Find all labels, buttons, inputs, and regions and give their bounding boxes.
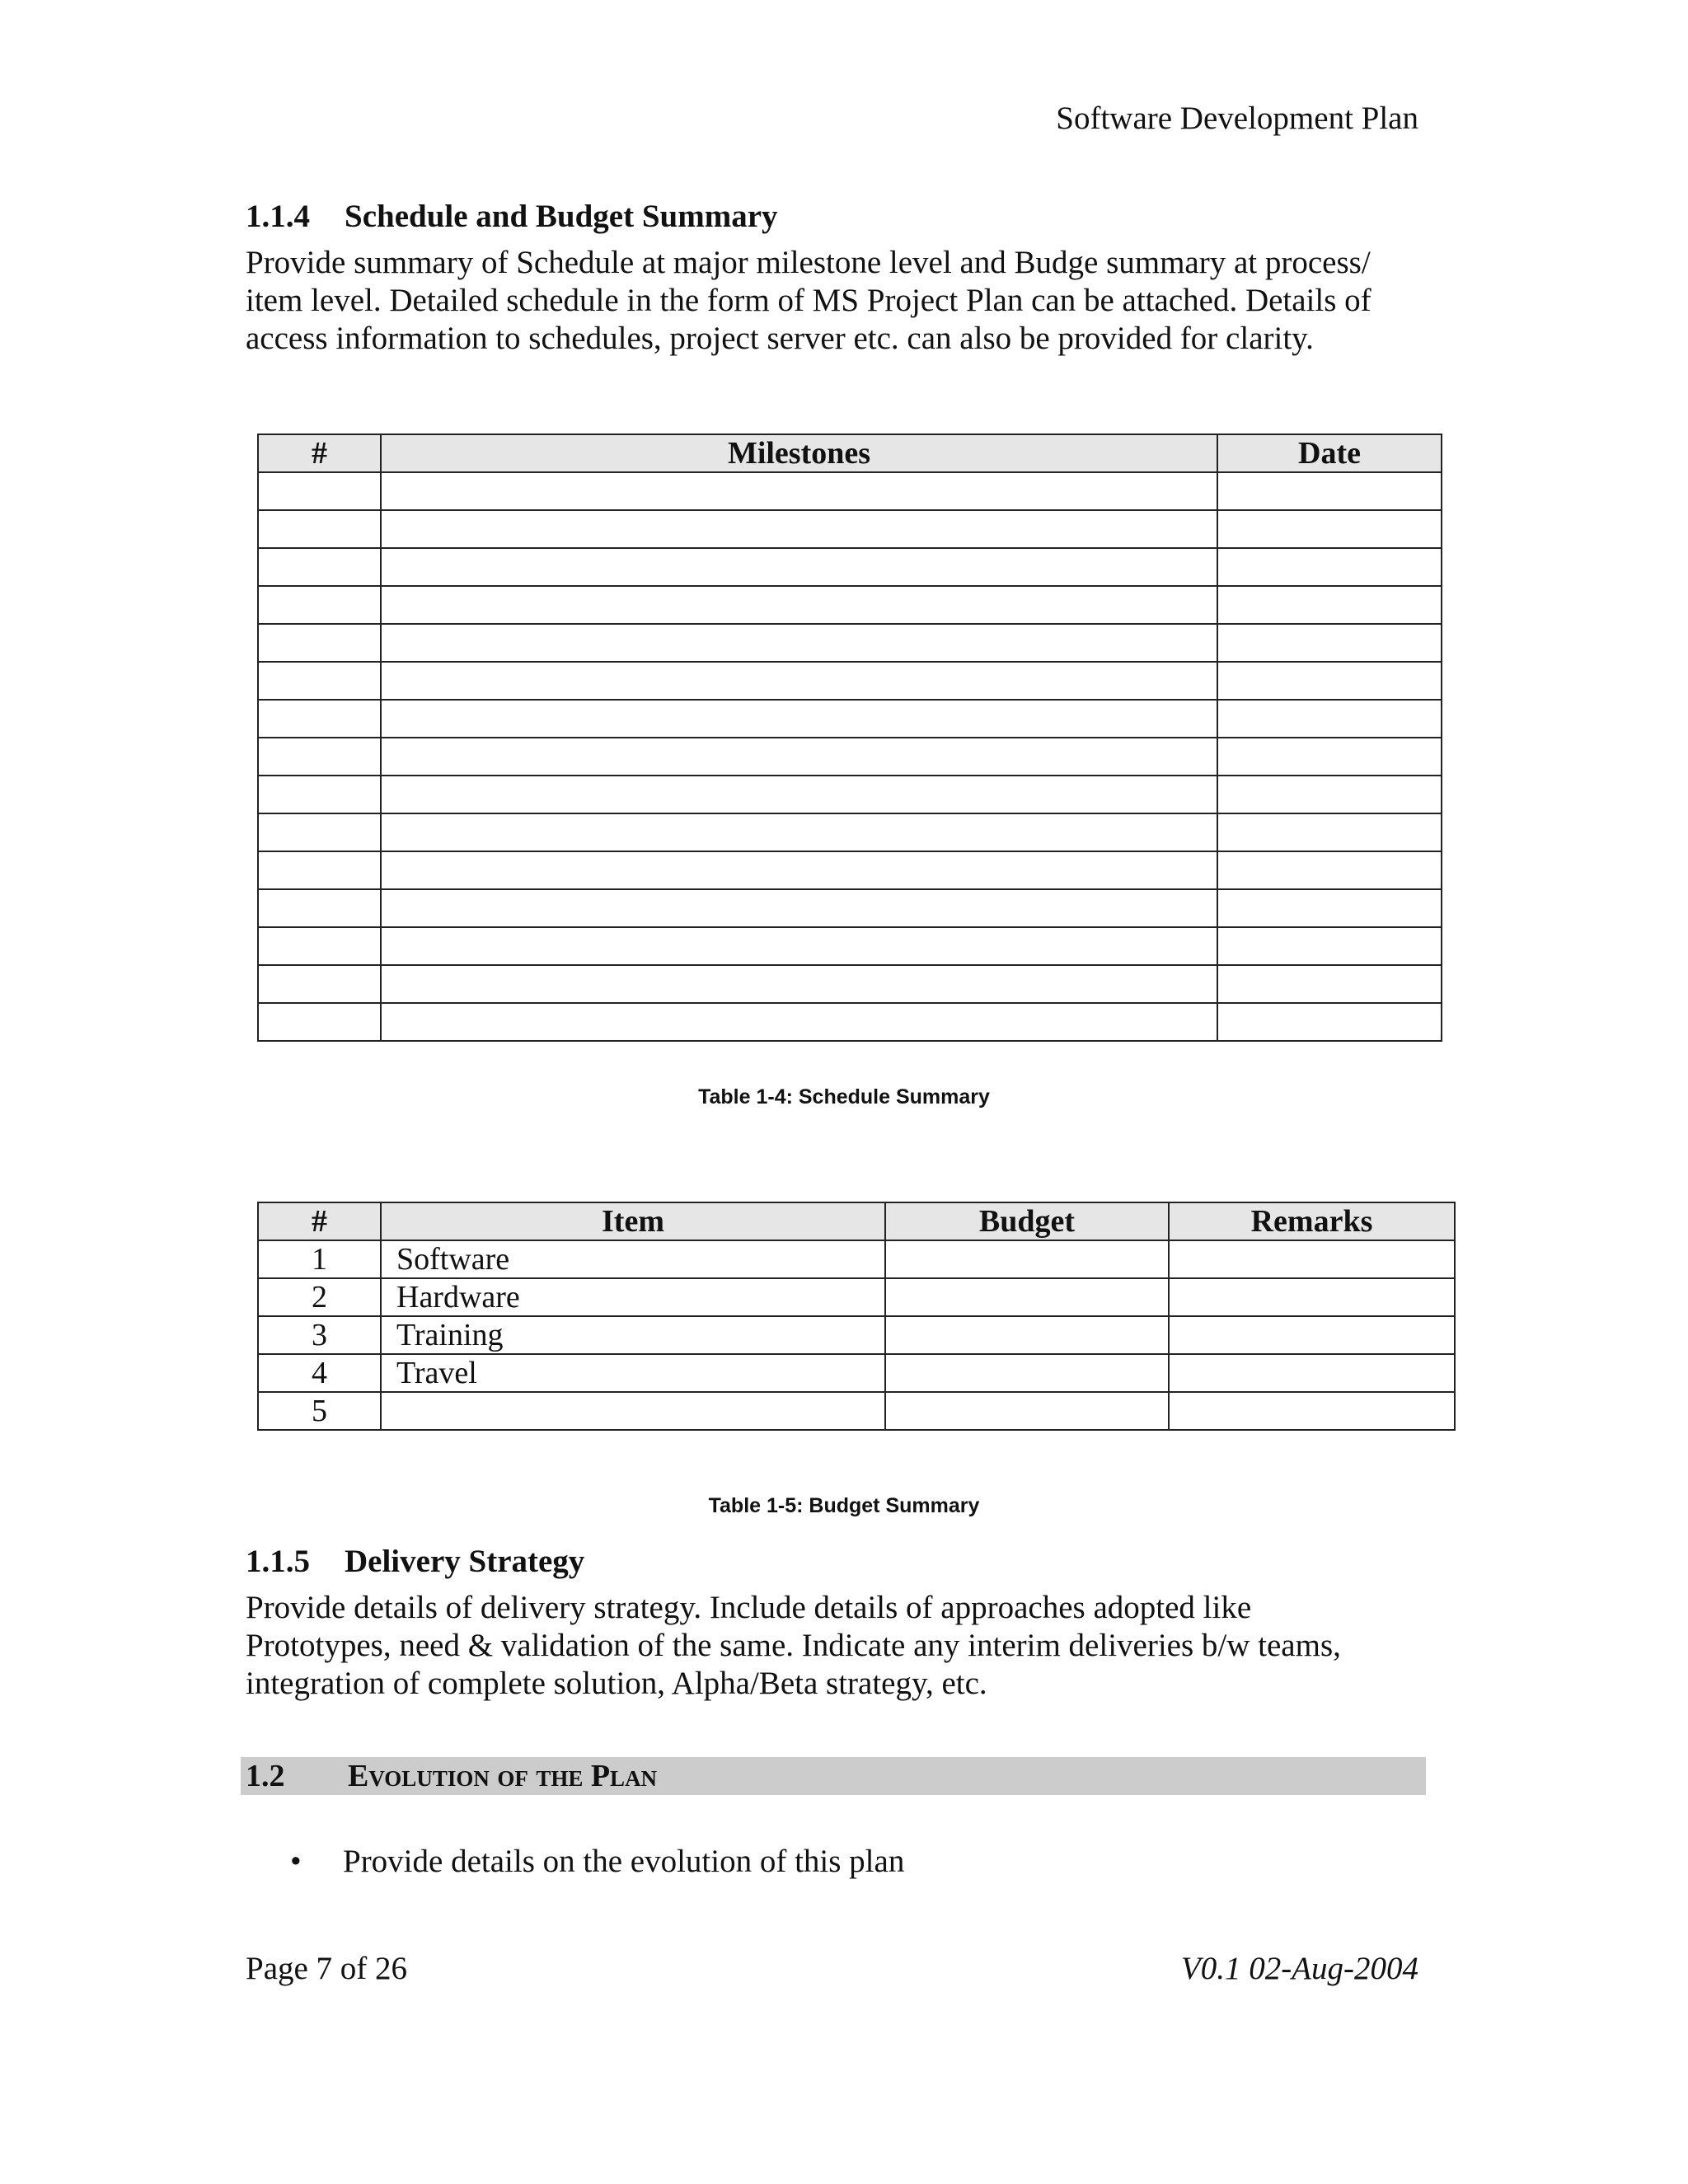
row-date xyxy=(1217,472,1442,510)
row-number: 2 xyxy=(258,1278,381,1316)
row-milestone xyxy=(381,624,1217,662)
row-date xyxy=(1217,586,1442,624)
row-number xyxy=(258,662,381,700)
row-number xyxy=(258,586,381,624)
section-number: 1.1.4 xyxy=(246,199,310,234)
list-item xyxy=(290,1841,904,1882)
paragraph-line: access information to schedules, project server etc. can also be provided for clarity. xyxy=(246,321,1314,356)
table-row xyxy=(258,510,1442,548)
row-remarks xyxy=(1169,1278,1455,1316)
row-number xyxy=(258,813,381,851)
row-item: Training xyxy=(381,1316,885,1354)
section-title: Schedule and Budget Summary xyxy=(345,199,778,234)
row-date xyxy=(1217,965,1442,1003)
row-budget xyxy=(885,1354,1169,1392)
row-number xyxy=(258,965,381,1003)
paragraph-line: integration of complete solution, Alpha/Beta strategy, etc. xyxy=(246,1666,987,1701)
row-remarks xyxy=(1169,1240,1455,1278)
row-milestone xyxy=(381,889,1217,927)
paragraph-line: Provide details of delivery strategy. Include details of approaches adopted like xyxy=(246,1590,1252,1625)
page-number: Page 7 of 26 xyxy=(246,1951,408,1986)
row-item: Software xyxy=(381,1240,885,1278)
row-date xyxy=(1217,813,1442,851)
table-header-row xyxy=(258,1202,1455,1240)
section-number: 1.1.5 xyxy=(246,1544,310,1579)
row-number xyxy=(258,624,381,662)
table-row xyxy=(258,889,1442,927)
page-header-title: Software Development Plan xyxy=(1056,101,1418,136)
table-row xyxy=(258,624,1442,662)
schedule-table-caption: Table 1-4: Schedule Summary xyxy=(698,1085,990,1108)
section-title: Evolution of the Plan xyxy=(348,1759,658,1793)
row-milestone xyxy=(381,472,1217,510)
bullet-icon: • xyxy=(290,1844,302,1879)
bullet-text: Provide details on the evolution of this plan xyxy=(343,1844,905,1879)
row-milestone xyxy=(381,965,1217,1003)
paragraph-line: Provide summary of Schedule at major milestone level and Budge summary at process/ xyxy=(246,245,1371,280)
row-number xyxy=(258,851,381,889)
table-row xyxy=(258,776,1442,813)
row-milestone xyxy=(381,586,1217,624)
row-milestone xyxy=(381,776,1217,813)
row-milestone xyxy=(381,1003,1217,1041)
row-number xyxy=(258,472,381,510)
row-milestone xyxy=(381,851,1217,889)
row-number xyxy=(258,776,381,813)
table-row xyxy=(258,548,1442,586)
row-item xyxy=(381,1392,885,1430)
budget-table-caption: Table 1-5: Budget Summary xyxy=(708,1494,980,1517)
row-date xyxy=(1217,738,1442,776)
row-number xyxy=(258,927,381,965)
table-row xyxy=(258,586,1442,624)
table-row xyxy=(258,927,1442,965)
column-header-remarks: Remarks xyxy=(1169,1202,1455,1240)
column-header-number: # xyxy=(258,434,381,472)
row-milestone xyxy=(381,548,1217,586)
table-row xyxy=(258,738,1442,776)
row-number xyxy=(258,1003,381,1041)
document-version: V0.1 02-Aug-2004 xyxy=(1180,1951,1418,1986)
table-header-row xyxy=(258,434,1442,472)
table-row xyxy=(258,1354,1455,1392)
row-number: 4 xyxy=(258,1354,381,1392)
column-header-item: Item xyxy=(381,1202,885,1240)
row-number xyxy=(258,510,381,548)
schedule-budget-paragraph xyxy=(246,244,1432,358)
table-row xyxy=(258,662,1442,700)
budget-summary-table xyxy=(257,1202,1456,1431)
row-milestone xyxy=(381,813,1217,851)
section-heading-schedule-budget xyxy=(246,196,778,237)
row-number: 5 xyxy=(258,1392,381,1430)
row-milestone xyxy=(381,738,1217,776)
row-number xyxy=(258,548,381,586)
section-heading-evolution-band xyxy=(241,1757,1426,1795)
column-header-number: # xyxy=(258,1202,381,1240)
row-budget xyxy=(885,1278,1169,1316)
row-budget xyxy=(885,1316,1169,1354)
table-row xyxy=(258,965,1442,1003)
column-header-date: Date xyxy=(1217,434,1442,472)
row-number xyxy=(258,700,381,738)
row-budget xyxy=(885,1392,1169,1430)
row-date xyxy=(1217,1003,1442,1041)
table-row xyxy=(258,1278,1455,1316)
section-number: 1.2 xyxy=(246,1759,285,1793)
row-number xyxy=(258,889,381,927)
row-number: 1 xyxy=(258,1240,381,1278)
delivery-strategy-paragraph xyxy=(246,1589,1432,1703)
row-remarks xyxy=(1169,1354,1455,1392)
table-row xyxy=(258,1003,1442,1041)
row-date xyxy=(1217,700,1442,738)
table-row xyxy=(258,472,1442,510)
column-header-milestones: Milestones xyxy=(381,434,1217,472)
section-title: Delivery Strategy xyxy=(345,1544,585,1579)
table-row xyxy=(258,1240,1455,1278)
row-remarks xyxy=(1169,1392,1455,1430)
row-date xyxy=(1217,851,1442,889)
row-milestone xyxy=(381,662,1217,700)
row-number: 3 xyxy=(258,1316,381,1354)
row-milestone xyxy=(381,700,1217,738)
table-row xyxy=(258,851,1442,889)
row-date xyxy=(1217,548,1442,586)
row-item: Hardware xyxy=(381,1278,885,1316)
row-remarks xyxy=(1169,1316,1455,1354)
schedule-summary-table xyxy=(257,434,1442,1042)
row-date xyxy=(1217,927,1442,965)
row-date xyxy=(1217,889,1442,927)
row-number xyxy=(258,738,381,776)
paragraph-line: item level. Detailed schedule in the form of MS Project Plan can be attached. Details of xyxy=(246,283,1372,318)
row-date xyxy=(1217,776,1442,813)
row-date xyxy=(1217,510,1442,548)
row-budget xyxy=(885,1240,1169,1278)
schedule-table-body xyxy=(258,472,1442,1041)
row-milestone xyxy=(381,510,1217,548)
table-row xyxy=(258,1392,1455,1430)
row-date xyxy=(1217,624,1442,662)
table-row xyxy=(258,1316,1455,1354)
row-item: Travel xyxy=(381,1354,885,1392)
table-row xyxy=(258,813,1442,851)
table-row xyxy=(258,700,1442,738)
column-header-budget: Budget xyxy=(885,1202,1169,1240)
row-date xyxy=(1217,662,1442,700)
section-heading-delivery-strategy xyxy=(246,1541,584,1582)
row-milestone xyxy=(381,927,1217,965)
paragraph-line: Prototypes, need & validation of the same. Indicate any interim deliveries b/w teams, xyxy=(246,1628,1341,1663)
